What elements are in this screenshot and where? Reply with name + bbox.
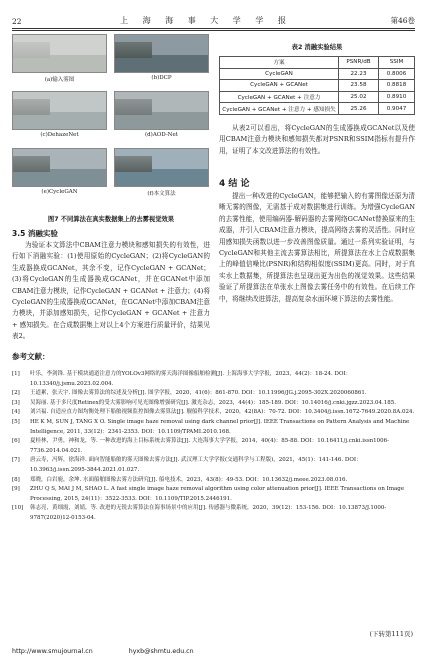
table-cell: CycleGAN + GCANet bbox=[220, 80, 339, 92]
continued-note: (下转第111页) bbox=[369, 630, 413, 638]
reference-item: [5] HE K M, SUN J, TANG X O. Single image haze removal using dark channel prior[J]. IEEE Transactions on Pattern Analysis and Machine Intelligence, 2011, 33(12)：2341-2353. DOI：10.1109/TPAMI.2010.168. bbox=[12, 418, 410, 435]
reference-item: [3] 吴海丽. 基于多尺度Retinex的受大雾影响可见光图像增强研究[J]. 激光杂志，2023，44(4)：185-189. DOI：10.14016/j.cnki.jgzz.2023.04.185. bbox=[12, 399, 397, 406]
panel-a bbox=[12, 34, 107, 83]
table-cell: 22.23 bbox=[339, 68, 379, 80]
table-header-row bbox=[220, 57, 415, 69]
reference-item: [10] 韩志亮，黄细霞，刘婧，等. 改进的无锐去雾算法在海事场景中的应用[J]. 传感器与微系统，2020，39(12)：153-156. DOI：10.13873/J.1000-9787(2020)12-0153-04. bbox=[12, 505, 387, 521]
panel-b bbox=[114, 34, 209, 81]
reference-item: [6] 夏桂林，尹勇，神和龙，等. 一种改进的海上目标系统去雾算法[J]. 大连海事大学学报，2014，40(4)：85-88. DOI：10.16411/j.cnki.issn1006-7736.2014.04.021. bbox=[12, 438, 390, 454]
reference-item: [2] 王道累，张天宇. 图像去雾算法的综述及分析[J]. 图学学报，2020，41(6)：861-870. DOI：10.11996/JG.j.2095-302X.2020060861. bbox=[12, 390, 367, 397]
table-cell: 0.9047 bbox=[379, 103, 415, 115]
reference-item: [9] ZHU Q S, MAI J M, SHAO L. A fast single image haze removal algorithm using color attenuation prior[J]. IEEE Transactions on Image Processing, 2015, 24(11)：3522-3533. DOI：10.1109/TIP.2015.2446191. bbox=[12, 486, 405, 502]
column-header: PSNR/dB bbox=[339, 57, 379, 69]
reference-item: [8] 郑晓，白岩鹿，余坤. 水面船舶图像去雾方法研究[J]. 船电技术，2023，43(8)：49-53. DOI：10.13632/j.meee.2023.08.016. bbox=[12, 476, 348, 483]
table-row bbox=[220, 91, 415, 103]
figure-caption: 图7 不同算法在真实数据集上的去雾视觉效果 bbox=[47, 216, 175, 223]
panel-d bbox=[114, 91, 209, 138]
figure-7 bbox=[12, 34, 210, 214]
conclusion-paragraph: 提出一种改进的CycleGAN，能够把输入的有雾图像还原为清晰无雾的图像，无需基于成对数据集进行训练。为增强CycleGAN的去雾性能，使用编码器-解码器的去雾网络GCANet替换原来的生成器，并引入CBAM注意力模块，提高网络去雾的灵活性。同时应用感知损失函数以进一步改善图像质量。通过一系列实验证明，与CycleGAN和其他主流去雾算法相比，所提算法在水上合成数据集上的峰值信噪比(PSNR)和结构相似度(SSIM)更高。同时，对于真实水上数据集，所提算法也呈现出更为出色的视觉效果。这些结果验证了所提算法在单张水上图像去雾任务中的有效性。在后续工作中，将继续改进算法，提高复杂水面环境下算法的去雾性能。 bbox=[219, 192, 415, 303]
panel-label: (f)本文算法 bbox=[147, 191, 176, 197]
table-row bbox=[220, 103, 415, 115]
column-header: SSIM bbox=[379, 57, 415, 69]
table-caption: 表2 消融实验结果 bbox=[291, 44, 343, 51]
photo-hazy-input bbox=[12, 34, 107, 73]
table-cell: 0.8818 bbox=[379, 80, 415, 92]
table-cell: 25.26 bbox=[339, 103, 379, 115]
panel-c bbox=[12, 91, 107, 138]
table-row bbox=[220, 68, 415, 80]
reference-item: [4] 刘兴福. 自适应直方图均衡处理下船舶视频监控图像去雾算法[J]. 舰船科学技术，2020，42(8A)：70-72. DOI：10.3404/j.issn.1672-7649.2020.8A.024. bbox=[12, 409, 415, 416]
journal-email[interactable]: hyxb@shmtu.edu.cn bbox=[128, 648, 194, 655]
ablation-paragraph: 为验证本文算法中CBAM注意力模块和感知损失的有效性，进行如下消融实验：(1)使用原始的CycleGAN；(2)将CycleGAN的生成器换成GCANet，其余不变，记作CycleGAN + GCANet；(3)将CycleGAN的生成器换成GCANet，并在GCANet中添加CBAM注意力模块，记作CycleGAN + GCANet + 注意力；(4)将CycleGAN的生成器换成GCANet，在GCANet中添加CBAM注意力模块，并添加感知损失，记作CycleGAN + GCANet + 注意力 + 感知损失。在合成数据集上对以上4个方案进行质量评价，结果见表2。 bbox=[12, 241, 210, 341]
photo-cyclegan bbox=[12, 148, 107, 187]
panel-label: (d)AOD-Net bbox=[145, 132, 178, 138]
column-header: 方案 bbox=[220, 57, 339, 69]
table-cell: 25.02 bbox=[339, 91, 379, 103]
page-number: 22 bbox=[12, 17, 22, 26]
panel-label: (e)CycleGAN bbox=[41, 189, 78, 195]
table-cell: CycleGAN bbox=[220, 68, 339, 80]
volume-number: 第46卷 bbox=[390, 16, 415, 25]
photo-dcp bbox=[114, 34, 209, 73]
panel-label: (a)输入雾图 bbox=[44, 77, 75, 83]
references-heading: 参考文献： bbox=[12, 352, 50, 361]
header-rule-secondary bbox=[12, 30, 415, 31]
panel-f bbox=[114, 148, 209, 197]
photo-aod-net bbox=[114, 91, 209, 130]
table-cell: 23.58 bbox=[339, 80, 379, 92]
table-cell: 0.8910 bbox=[379, 91, 415, 103]
table-cell: 0.8006 bbox=[379, 68, 415, 80]
header-rule bbox=[12, 28, 415, 29]
table-row bbox=[220, 80, 415, 92]
journal-title: 上 海 海 事 大 学 学 报 bbox=[120, 16, 292, 25]
panel-label: (c)DehazeNet bbox=[40, 132, 79, 138]
table-discussion-paragraph: 从表2可以看出，将CycleGAN的生成器换成GCANet以及使用CBAM注意力模块和感知损失都对PSNR和SSIM指标有提升作用，证明了本文改进算法的有效性。 bbox=[219, 124, 415, 155]
reference-item: [1] 叶乐，李剑锋. 基于模块通道注意力的YOLOv3网络的雾天海洋图像船舶检测[J]. 上海海事大学学报，2023，44(2)：18-24. DOI：10.13340/j.jsmu.2023.02.004. bbox=[12, 371, 352, 387]
photo-proposed bbox=[114, 148, 209, 187]
table-cell: CycleGAN + GCANet + 注意力 bbox=[220, 91, 339, 103]
panel-label: (b)DCP bbox=[151, 75, 172, 81]
panel-e bbox=[12, 148, 107, 195]
reference-item: [7] 唐云寿，冯辉，徐海祥. 面向智能船舶的雾天图像去雾方法[J]. 武汉理工大学学报(交通科学与工程版)，2021，45(1)：141-146. DOI：10.3963/j.issn.2095-3844.2021.01.027. bbox=[12, 457, 362, 473]
section-heading-conclusion: 4 结 论 bbox=[219, 179, 250, 189]
ablation-table bbox=[219, 56, 415, 115]
journal-url[interactable]: http://www.smujournal.cn bbox=[12, 648, 93, 655]
reference-list bbox=[12, 370, 415, 524]
running-header bbox=[12, 8, 415, 26]
table-cell: CycleGAN + GCANet + 注意力 + 感知损失 bbox=[220, 103, 339, 115]
photo-dehazenet bbox=[12, 91, 107, 130]
page-footer bbox=[12, 648, 228, 655]
section-heading-3-5: 3.5 消融实验 bbox=[12, 229, 58, 238]
